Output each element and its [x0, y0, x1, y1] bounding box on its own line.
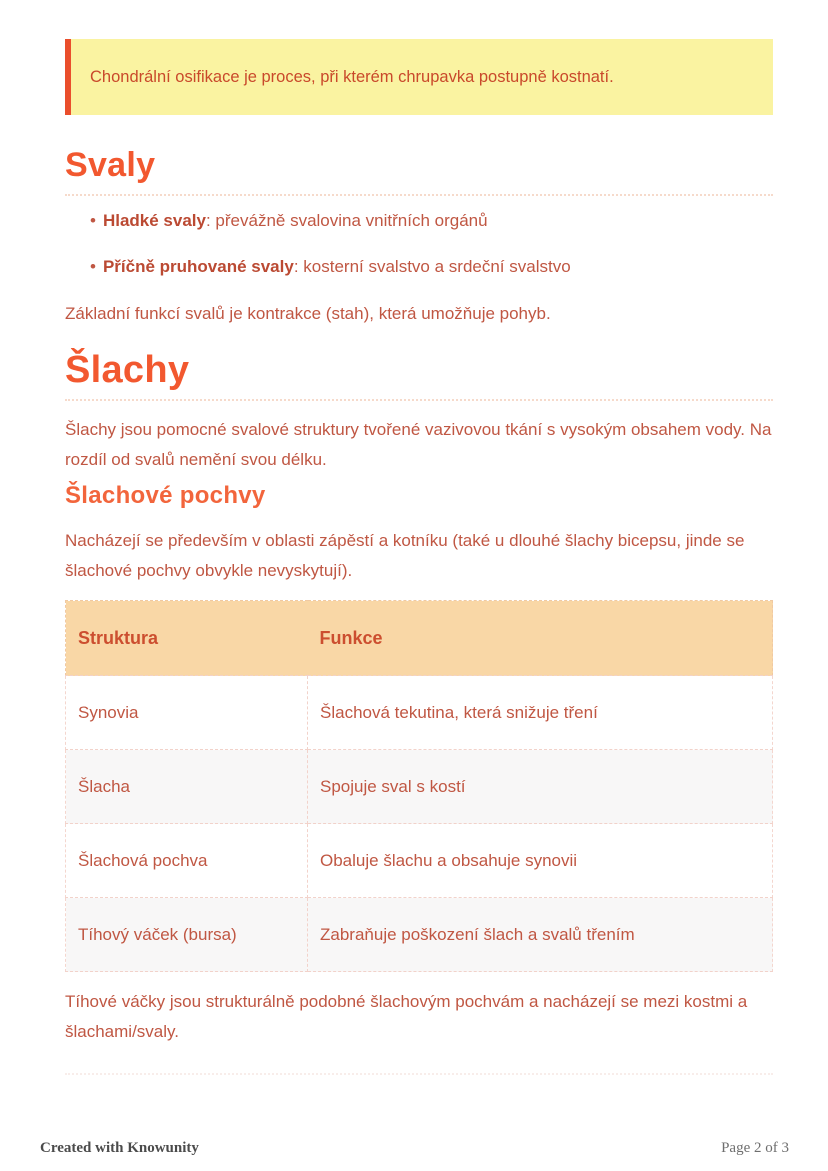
table-cell-function: Šlachová tekutina, která snižuje tření — [308, 676, 773, 750]
page-content — [65, 0, 773, 1075]
callout-note — [65, 39, 773, 115]
table-cell-function: Zabraňuje poškození šlach a svalů třením — [308, 898, 773, 972]
table-header-row — [66, 601, 773, 676]
subsection-heading-slachove-pochvy: Šlachové pochvy — [65, 482, 266, 509]
table-cell-function: Obaluje šlachu a obsahuje synovii — [308, 824, 773, 898]
list-item-description: : převážně svalovina vnitřních orgánů — [205, 211, 488, 230]
section-heading-slachy: Šlachy — [65, 347, 773, 401]
table-cell-structure: Tíhový váček (bursa) — [66, 898, 308, 972]
footer-brand-text: Created with Knowunity — [40, 1140, 199, 1156]
section-heading-svaly: Svaly — [65, 145, 773, 196]
table-header-funkce: Funkce — [308, 601, 773, 676]
svaly-paragraph: Základní funkcí svalů je kontrakce (stah), která umožňuje pohyb. — [65, 304, 551, 323]
list-item-term: Příčně pruhované svaly — [102, 257, 294, 276]
table-row — [66, 750, 773, 824]
list-item-hladke-svaly — [90, 209, 773, 233]
table-row — [66, 676, 773, 750]
table-cell-structure: Synovia — [66, 676, 308, 750]
table-row — [66, 898, 773, 972]
table-cell-structure: Šlachová pochva — [66, 824, 308, 898]
table-cell-function: Spojuje sval s kostí — [308, 750, 773, 824]
closing-paragraph: Tíhové váčky jsou strukturálně podobné šlachovým pochvám a nacházejí se mezi kostmi a šlachami/svaly. — [65, 992, 748, 1041]
slachy-paragraph: Šlachy jsou pomocné svalové struktury tvořené vazivovou tkání s vysokým obsahem vody. Na rozdíl od svalů nemění svou délku. — [65, 420, 772, 469]
faint-separator — [65, 1073, 773, 1075]
muscle-types-list — [65, 209, 773, 279]
table-header-struktura: Struktura — [66, 601, 308, 676]
list-item-term: Hladké svaly — [102, 211, 206, 230]
page-footer — [40, 1140, 789, 1157]
slachove-pochvy-paragraph: Nacházejí se především v oblasti zápěstí a kotníku (také u dlouhé šlachy bicepsu, jinde se šlachové pochvy obvykle nevyskytují). — [65, 531, 745, 580]
list-item-description: : kosterní svalstvo a srdeční svalstvo — [293, 257, 571, 276]
page-number: Page 2 of 3 — [721, 1140, 789, 1156]
structure-function-table — [65, 600, 773, 972]
list-item-pricne-pruhovane-svaly — [90, 255, 773, 279]
callout-text: Chondrální osifikace je proces, při kterém chrupavka postupně kostnatí. — [90, 67, 614, 86]
table-row — [66, 824, 773, 898]
bullet-glyph: • — [90, 257, 96, 276]
table-cell-structure: Šlacha — [66, 750, 308, 824]
bullet-glyph: • — [90, 211, 96, 230]
